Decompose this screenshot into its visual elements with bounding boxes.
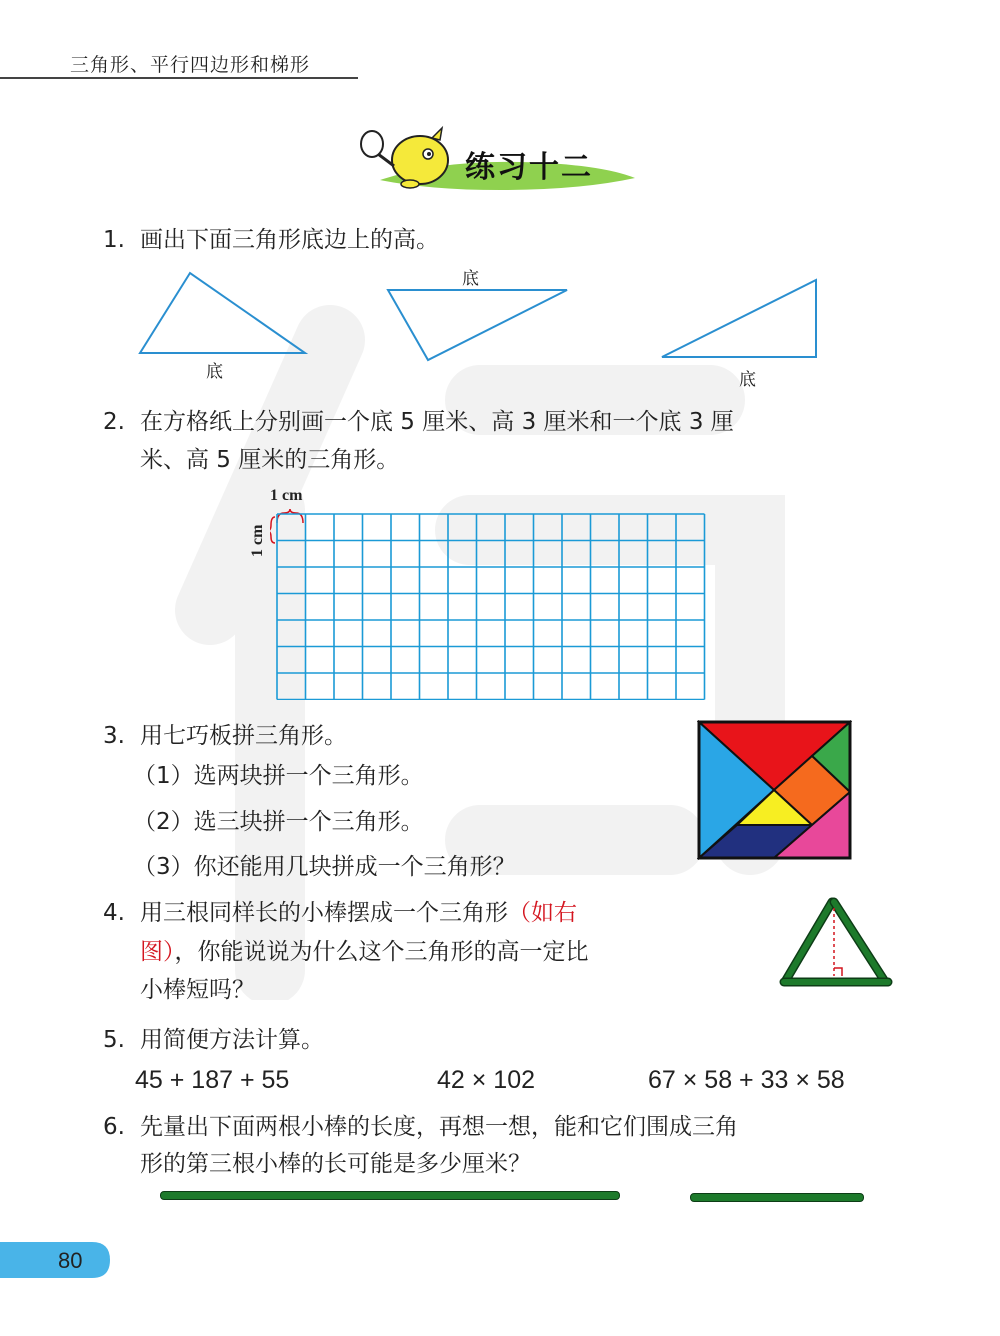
q3-text: 用七巧板拼三角形。 — [140, 723, 347, 749]
q6-line1: 先量出下面两根小棒的长度，再想一想，能和它们围成三角 — [140, 1114, 738, 1140]
q1-triangle-2 — [388, 290, 567, 360]
stick-triangle — [778, 896, 894, 988]
q1-base-label-3: 底 — [739, 370, 756, 390]
q5-expression-3: 67 × 58 + 33 × 58 — [648, 1066, 845, 1094]
exercise-title: 练习十二 — [465, 150, 593, 185]
q5-number: 5. — [103, 1027, 125, 1053]
q1-base-label-1: 底 — [206, 362, 223, 382]
q5-expression-1: 45 + 187 + 55 — [135, 1066, 290, 1094]
q4-line2: ，你能说说为什么这个三角形的高一定比 — [174, 939, 589, 965]
grid-unit-top: 1 cm — [270, 487, 303, 504]
q5-expression-2: 42 × 102 — [437, 1066, 536, 1094]
q6-number: 6. — [103, 1114, 125, 1140]
q1-triangle-3 — [662, 280, 816, 357]
q4-line3: 小棒短吗？ — [140, 977, 255, 1003]
page-number: 80 — [58, 1248, 83, 1273]
q3-item-2: （2）选三块拼一个三角形。 — [133, 809, 424, 835]
q3-number: 3. — [103, 723, 125, 749]
mascot-icon — [358, 122, 458, 190]
q3-item-3: （3）你还能用几块拼成一个三角形？ — [133, 854, 516, 880]
stick-short — [690, 1193, 864, 1202]
q2-line1: 在方格纸上分别画一个底 5 厘米、高 3 厘米和一个底 3 厘 — [140, 409, 734, 435]
q1-number: 1. — [103, 227, 125, 253]
q4-number: 4. — [103, 900, 125, 926]
q2-line2: 米、高 5 厘米的三角形。 — [140, 447, 400, 473]
q1-triangles — [130, 270, 830, 390]
square-grid — [270, 505, 710, 700]
q4-line2-red: 图） — [140, 939, 175, 965]
q4-line1-red: （如右 — [508, 900, 577, 926]
tangram-square — [697, 720, 852, 860]
q2-number: 2. — [103, 409, 125, 435]
q5-text: 用简便方法计算。 — [140, 1027, 324, 1053]
q1-triangle-1 — [140, 273, 305, 353]
q3-item-1: （1）选两块拼一个三角形。 — [133, 763, 424, 789]
header-rule — [0, 77, 358, 79]
q1-text: 画出下面三角形底边上的高。 — [140, 227, 439, 253]
q6-line2: 形的第三根小棒的长可能是多少厘米？ — [140, 1151, 531, 1177]
q4-line1: 用三根同样长的小棒摆成一个三角形 — [140, 900, 508, 926]
stick-long — [160, 1191, 620, 1200]
grid-unit-side: 1 cm — [249, 524, 266, 557]
section-title: 三角形、平行四边形和梯形 — [70, 54, 311, 76]
q1-base-label-2: 底 — [462, 269, 479, 289]
